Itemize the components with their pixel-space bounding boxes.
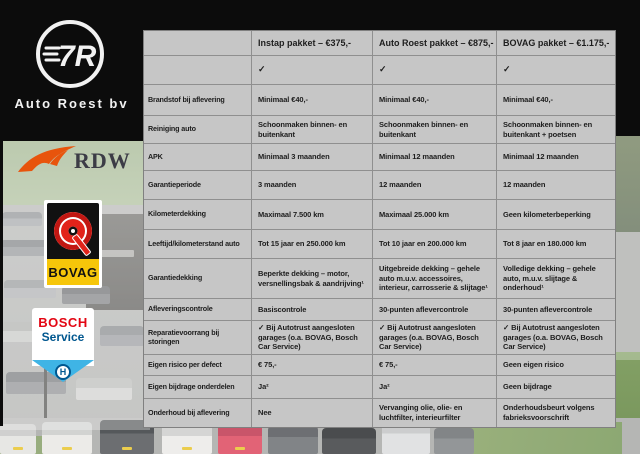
bovag-logo bbox=[44, 200, 102, 288]
table-cell: Nee bbox=[252, 399, 372, 427]
table-cell: Tot 15 jaar en 250.000 km bbox=[252, 230, 372, 258]
table-cell: Geen eigen risico bbox=[497, 355, 615, 375]
table-cell: Maximaal 7.500 km bbox=[252, 200, 372, 229]
right-black-bar bbox=[616, 0, 640, 136]
checkmark-icon: ✓ bbox=[497, 56, 615, 84]
company-name: Auto Roest bv bbox=[14, 96, 129, 111]
table-cell: 12 maanden bbox=[497, 171, 615, 199]
table-corner-cell bbox=[144, 31, 251, 55]
auto-roest-header-panel bbox=[0, 0, 143, 141]
row-label: Reparatievoorrang bij storingen bbox=[144, 321, 251, 354]
table-cell: Ja² bbox=[373, 376, 496, 398]
table-cell: Tot 8 jaar en 180.000 km bbox=[497, 230, 615, 258]
table-cell: 30-punten aflevercontrole bbox=[373, 299, 496, 320]
table-cell: ✓ Bij Autotrust aangesloten garages (o.a. BOVAG, Bosch Car Service) bbox=[497, 321, 615, 354]
row-label: Afleveringscontrole bbox=[144, 299, 251, 320]
table-cell: Schoonmaken binnen- en buitenkant bbox=[252, 116, 372, 143]
table-cell: Schoonmaken binnen- en buitenkant + poetsen bbox=[497, 116, 615, 143]
row-label: Garantiedekking bbox=[144, 259, 251, 298]
table-cell: 30-punten aflevercontrole bbox=[497, 299, 615, 320]
column-header-instap-pakket: Instap pakket – €375,- bbox=[252, 31, 372, 55]
row-label: Garantieperiode bbox=[144, 171, 251, 199]
table-cell: Minimaal €40,- bbox=[497, 85, 615, 115]
table-cell: Schoonmaken binnen- en buitenkant bbox=[373, 116, 496, 143]
checkmark-icon: ✓ bbox=[252, 56, 372, 84]
bosch-service-label: Service bbox=[41, 330, 85, 344]
monogram-text: 7R bbox=[58, 40, 97, 73]
table-cell: Geen bijdrage bbox=[497, 376, 615, 398]
bovag-wordmark: BOVAG bbox=[47, 259, 99, 285]
table-cell: Uitgebreide dekking – gehele auto m.u.v. accessoires, interieur, carrosserie & slijtage¹ bbox=[373, 259, 496, 298]
row-label: Eigen risico per defect bbox=[144, 355, 251, 375]
column-header-bovag-pakket: BOVAG pakket – €1.175,- bbox=[497, 31, 615, 55]
table-cell: Vervanging olie, olie- en luchtfilter, interieurfilter bbox=[373, 399, 496, 427]
table-cell: € 75,- bbox=[252, 355, 372, 375]
table-cell: Minimaal €40,- bbox=[373, 85, 496, 115]
row-label bbox=[144, 56, 251, 84]
table-cell: Minimaal €40,- bbox=[252, 85, 372, 115]
row-label: Kilometerdekking bbox=[144, 200, 251, 229]
table-cell: Minimaal 3 maanden bbox=[252, 144, 372, 170]
row-label: Reiniging auto bbox=[144, 116, 251, 143]
table-cell: Volledige dekking – gehele auto, m.u.v. slijtage & onderhoud¹ bbox=[497, 259, 615, 298]
bosch-wordmark: BOSCH bbox=[38, 315, 88, 330]
table-cell: Tot 10 jaar en 200.000 km bbox=[373, 230, 496, 258]
table-cell: Minimaal 12 maanden bbox=[373, 144, 496, 170]
bovag-emblem-icon bbox=[47, 203, 99, 259]
rdw-eagle-icon bbox=[16, 144, 78, 178]
table-cell: Basiscontrole bbox=[252, 299, 372, 320]
row-label: Onderhoud bij aflevering bbox=[144, 399, 251, 427]
row-label: Brandstof bij aflevering bbox=[144, 85, 251, 115]
table-cell: Geen kilometerbeperking bbox=[497, 200, 615, 229]
auto-roest-logo-icon bbox=[32, 16, 108, 92]
table-cell: ✓ Bij Autotrust aangesloten garages (o.a. BOVAG, Bosch Car Service) bbox=[373, 321, 496, 354]
checkmark-icon: ✓ bbox=[373, 56, 496, 84]
table-cell: Ja² bbox=[252, 376, 372, 398]
table-cell: Beperkte dekking – motor, versnellingsbak & aandrijving¹ bbox=[252, 259, 372, 298]
bosch-armature-icon: H bbox=[55, 364, 71, 380]
photo-overlay bbox=[615, 134, 640, 360]
package-comparison-table bbox=[143, 30, 616, 428]
table-cell: Onderhoudsbeurt volgens fabrieksvoorschrift bbox=[497, 399, 615, 427]
bosch-service-logo bbox=[32, 308, 94, 382]
table-cell: 12 maanden bbox=[373, 171, 496, 199]
table-cell: Minimaal 12 maanden bbox=[497, 144, 615, 170]
table-cell: ✓ Bij Autotrust aangesloten garages (o.a. BOVAG, Bosch Car Service) bbox=[252, 321, 372, 354]
left-edge-bar bbox=[0, 140, 3, 426]
column-header-auto-roest-pakket: Auto Roest pakket – €875,- bbox=[373, 31, 496, 55]
table-cell: € 75,- bbox=[373, 355, 496, 375]
table-cell: 3 maanden bbox=[252, 171, 372, 199]
row-label: Leeftijd/kilometerstand auto bbox=[144, 230, 251, 258]
table-cell: Maximaal 25.000 km bbox=[373, 200, 496, 229]
rdw-wordmark: RDW bbox=[74, 148, 131, 173]
rdw-logo bbox=[16, 142, 131, 180]
row-label: Eigen bijdrage onderdelen bbox=[144, 376, 251, 398]
bosch-box bbox=[32, 308, 94, 366]
row-label: APK bbox=[144, 144, 251, 170]
